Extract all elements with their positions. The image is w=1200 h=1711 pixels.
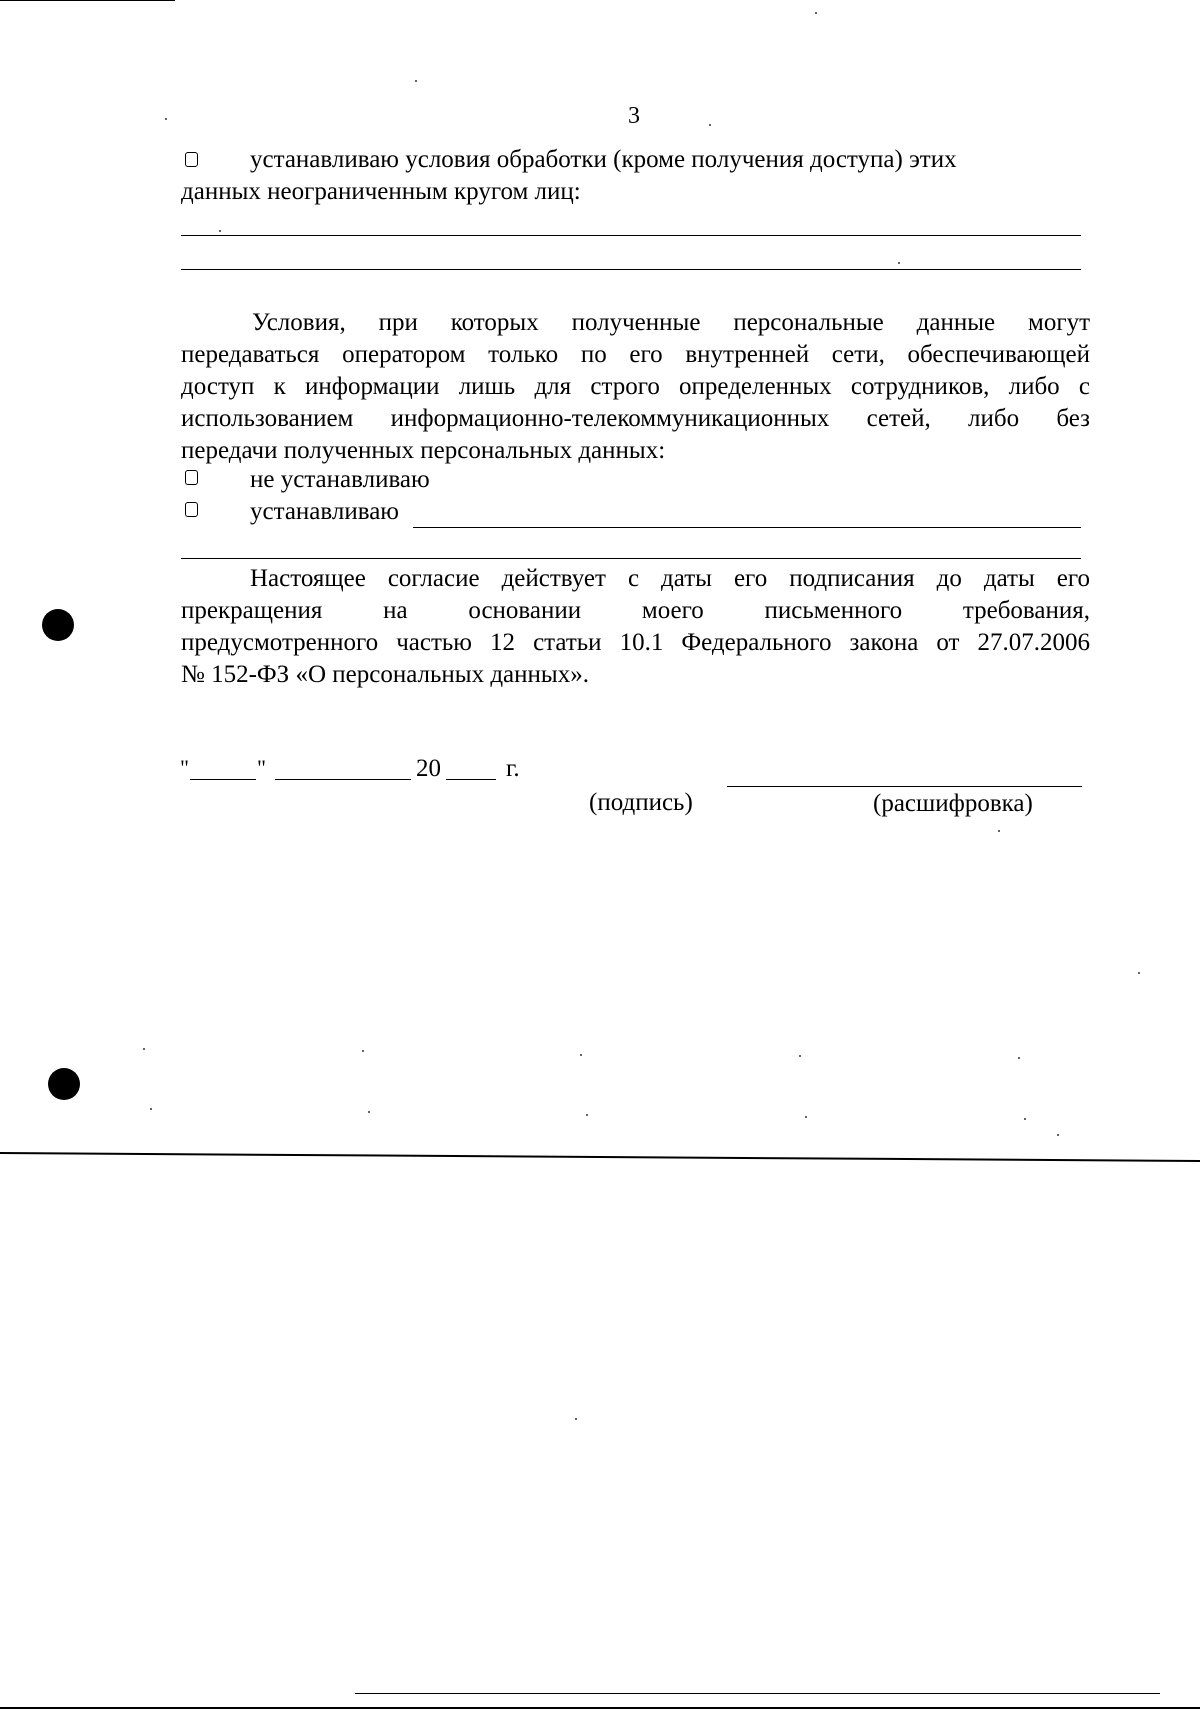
scan-speck: [165, 118, 167, 120]
scan-speck: [150, 1108, 152, 1110]
scan-speck: [362, 1050, 364, 1052]
signature-label: (подпись): [589, 789, 693, 816]
conditions-line5: передачи полученных персональных данных:: [181, 437, 666, 464]
conditions-line2: передаваться оператором только по его внутренней сети, обеспечивающей: [181, 341, 1090, 368]
punch-hole-top: [42, 609, 74, 641]
scan-speck: [898, 262, 900, 264]
validity-line1: Настоящее согласие действует с даты его подписания до даты его: [250, 565, 1090, 592]
validity-line2: прекращения на основании моего письменного требования,: [181, 597, 1090, 624]
punch-hole-bottom: [48, 1068, 80, 1100]
scan-edge-middle: [0, 1150, 1200, 1164]
scan-edge-footer: [0, 1707, 1200, 1709]
scan-speck: [586, 1114, 588, 1116]
fill-line-2: [181, 269, 1081, 270]
decoding-label: (расшифровка): [873, 790, 1033, 817]
scan-speck: [219, 230, 221, 232]
date-open-quote: ": [180, 755, 189, 780]
scan-edge-bottom: [355, 1693, 1160, 1694]
checkbox-set[interactable]: [185, 502, 198, 517]
scan-speck: [805, 1116, 807, 1118]
scan-speck: [799, 1055, 801, 1057]
date-day-blank[interactable]: [190, 779, 256, 780]
set-fill-line: [413, 527, 1081, 528]
date-month-blank[interactable]: [275, 779, 411, 780]
date-close-quote: ": [257, 755, 266, 780]
conditions-line1: Условия, при которых полученные персональные данные могут: [252, 309, 1090, 336]
checkbox-unlimited-processing[interactable]: [185, 152, 198, 167]
fill-line-3: [181, 558, 1081, 559]
scan-speck: [415, 80, 417, 82]
conditions-line3: доступ к информации лишь для строго определенных сотрудников, либо с: [181, 373, 1090, 400]
scan-speck: [580, 1054, 582, 1056]
scan-speck: [998, 830, 1000, 832]
option-unlimited-line1: устанавливаю условия обработки (кроме получения доступа) этих: [250, 146, 957, 173]
scan-speck: [1018, 1057, 1020, 1059]
year-prefix: 20: [416, 755, 441, 782]
scan-speck: [575, 1418, 577, 1420]
option-set-label: устанавливаю: [250, 498, 399, 525]
date-year-blank[interactable]: [446, 779, 496, 780]
scan-edge-top: [0, 0, 175, 1]
scan-speck: [815, 12, 817, 14]
scan-speck: [368, 1111, 370, 1113]
scan-speck: [1138, 972, 1140, 974]
option-not-set-label: не устанавливаю: [250, 466, 430, 493]
validity-line4: № 152-ФЗ «О персональных данных».: [181, 661, 589, 688]
conditions-line4: использованием информационно-телекоммуникационных сетей, либо без: [181, 405, 1090, 432]
scan-speck: [709, 124, 711, 126]
validity-line3: предусмотренного частью 12 статьи 10.1 Федерального закона от 27.07.2006: [181, 629, 1090, 656]
checkbox-not-set[interactable]: [185, 470, 198, 485]
year-suffix: г.: [506, 755, 520, 782]
decoding-blank[interactable]: [727, 786, 1082, 787]
option-unlimited-line2: данных неограниченным кругом лиц:: [181, 178, 581, 205]
scan-speck: [1024, 1118, 1026, 1120]
scan-speck: [143, 1048, 145, 1050]
scan-speck: [1057, 1134, 1059, 1136]
page-number: 3: [628, 103, 640, 129]
fill-line-1: [181, 235, 1081, 236]
